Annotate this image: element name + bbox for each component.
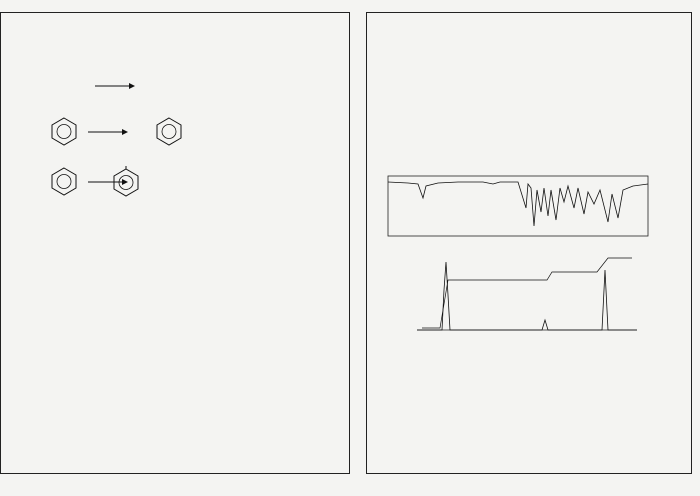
exam-page-right [352, 0, 700, 496]
ir-trace [388, 182, 648, 226]
arrow-icon [88, 128, 128, 136]
nmr-spectrum [412, 250, 652, 345]
benzene-ring-icon [50, 166, 78, 196]
benzene-ring-icon [155, 116, 183, 146]
ir-spectrum [368, 168, 658, 248]
page-frame-left [0, 12, 350, 474]
nmr-integral [422, 258, 632, 328]
arrow-icon [95, 82, 135, 90]
nmr-trace [417, 262, 637, 330]
benzene-ring-icon [50, 116, 78, 146]
chloroaniline-ring-icon [112, 166, 142, 198]
